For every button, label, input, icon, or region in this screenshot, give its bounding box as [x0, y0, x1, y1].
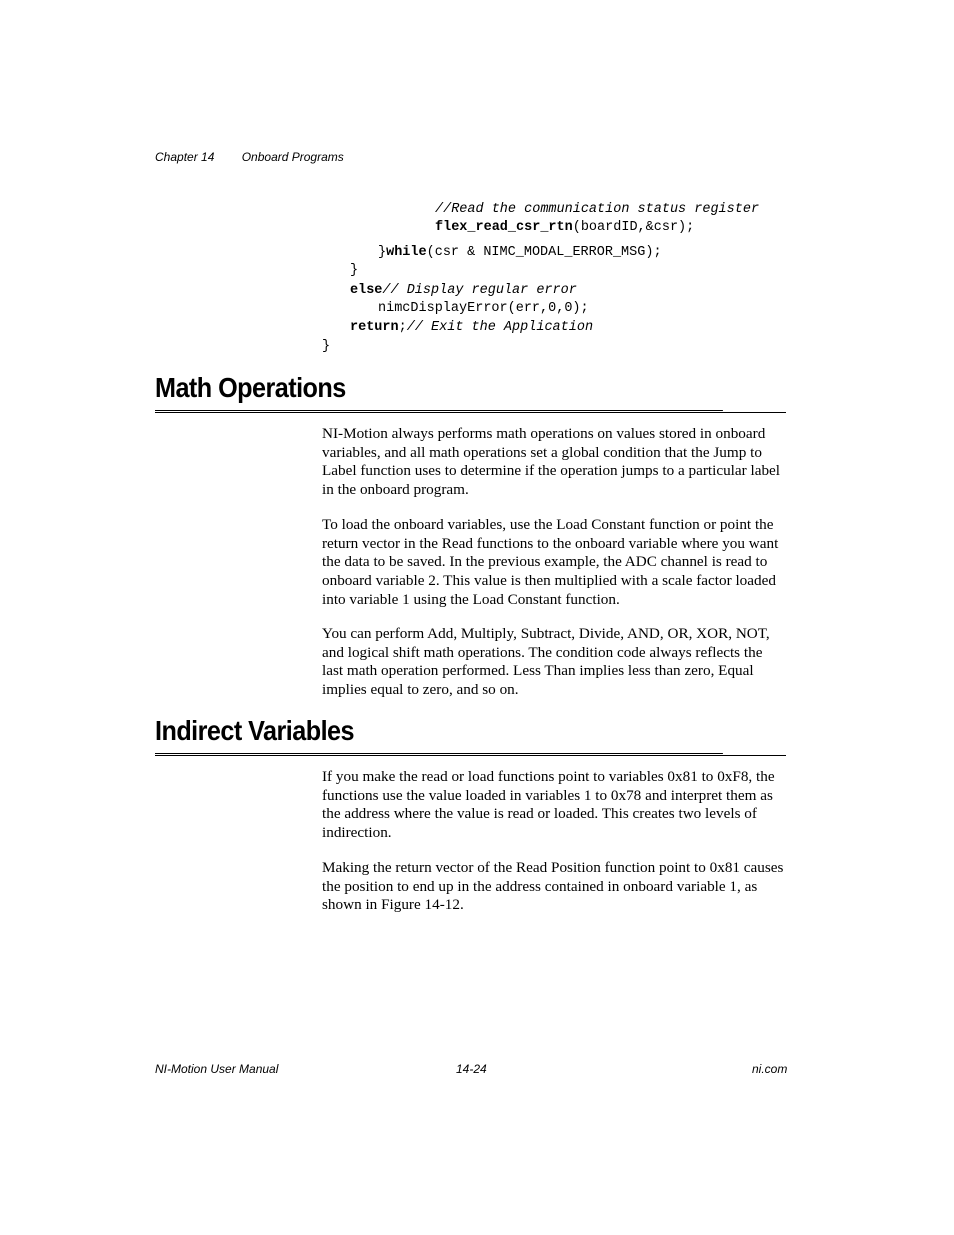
code-line: }while(csr & NIMC_MODAL_ERROR_MSG);: [378, 245, 662, 260]
code-line: [435, 201, 759, 219]
footer-manual-title: NI-Motion User Manual: [155, 1062, 279, 1076]
code-keyword: return: [350, 320, 399, 335]
section-rule: [155, 755, 786, 756]
paragraph: If you make the read or load functions point to variables 0x81 to 0xF8, the functions use the value loaded in variables 1 to 0x78 and interpret them as the address where the value is read or loaded. This creates two levels of indirection.: [322, 768, 775, 842]
paragraph: Making the return vector of the Read Position function point to 0x81 causes the position to end up in the address contained in onboard variable 1, as shown in Figure 14-12.: [322, 859, 784, 914]
section-rule: [155, 412, 786, 413]
paragraph: You can perform Add, Multiply, Subtract, Divide, AND, OR, XOR, NOT, and logical shift math operations. The condition code always reflects the last math operation performed. Less Than implies less than zero, Equal implies equal to zero, and so on.: [322, 625, 770, 699]
code-keyword: else: [350, 283, 383, 298]
paragraph: To load the onboard variables, use the Load Constant function or point the return vector in the Read functions to the onboard variable where you want the data to be saved. In the previous example, the ADC channel is read to onboard variable 2. This value is then multiplied with a scale factor loaded into variable 1 using the Load Constant function.: [322, 516, 779, 608]
code-comment: // Exit the Application: [406, 320, 594, 335]
code-comment: // Display regular error: [382, 283, 577, 298]
running-header: [155, 150, 344, 164]
code-line: return;// Exit the Application: [350, 320, 594, 335]
code-line: flex_read_csr_rtn(boardID,&csr);: [435, 220, 695, 235]
code-line: }: [322, 339, 331, 354]
section-heading-math-operations: Math Operations: [155, 372, 723, 411]
chapter-label: Chapter 14: [155, 150, 215, 164]
footer-page-number: 14-24: [456, 1062, 487, 1076]
footer-website: ni.com: [752, 1062, 788, 1076]
code-comment: //Read the communication status register: [435, 202, 760, 217]
code-function-name: flex_read_csr_rtn: [435, 220, 573, 235]
code-keyword: while: [386, 245, 427, 260]
paragraph: NI-Motion always performs math operations on values stored in onboard variables, and all math operations set a global condition that the Jump to Label function uses to determine if the operation jumps to a particular label in the onboard program.: [322, 425, 781, 499]
chapter-title: Onboard Programs: [241, 150, 344, 164]
code-line: [350, 282, 577, 300]
section-heading-indirect-variables: Indirect Variables: [155, 715, 723, 754]
code-line: nimcDisplayError(err,0,0);: [378, 301, 589, 316]
code-line: }: [350, 263, 359, 278]
